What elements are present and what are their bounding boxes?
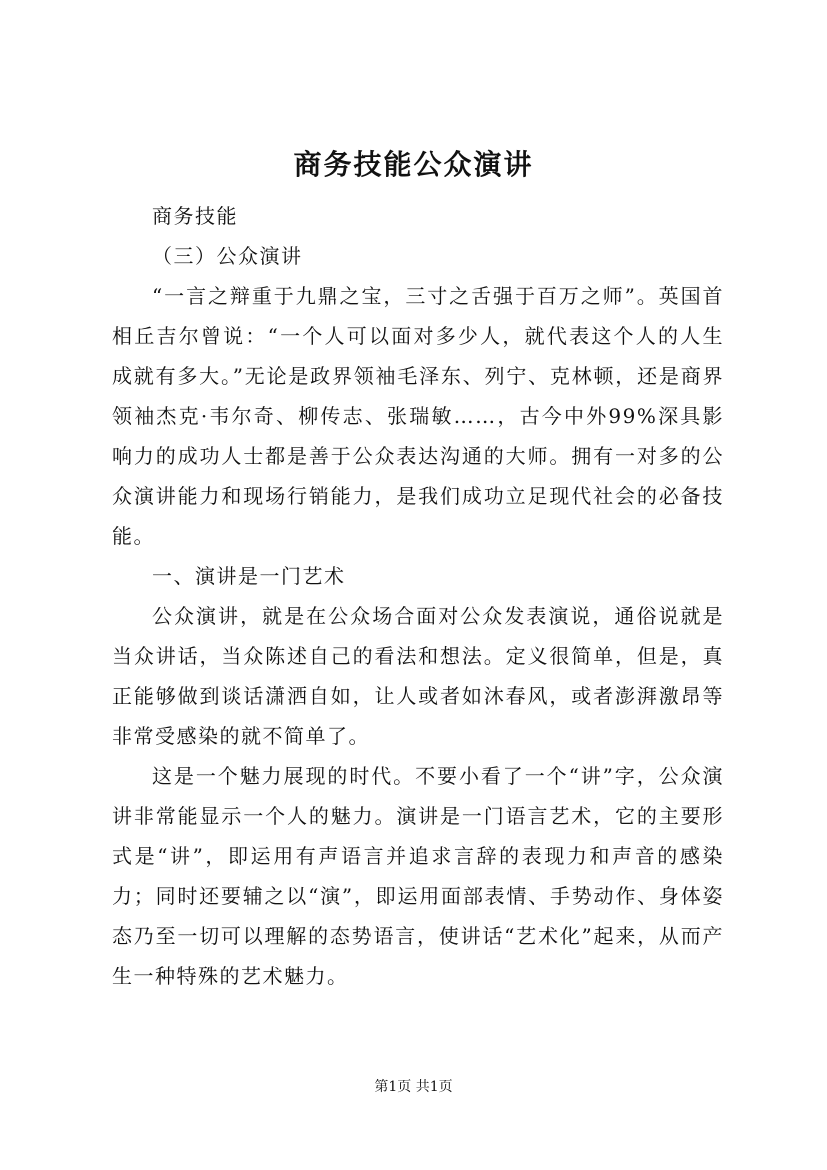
paragraph-subsection-heading: （三）公众演讲 bbox=[152, 244, 303, 268]
paragraph-heading-art: 一、演讲是一门艺术 bbox=[152, 564, 346, 588]
paragraph-intro: “一言之辩重于九鼎之宝，三寸之舌强于百万之师”。英国首相丘吉尔曾说：“一个人可以面对多少人，就代表这个人的人生成就有多大。”无论是政界领袖毛泽东、列宁、克林顿，还是商界领袖杰克·韦尔奇、柳传志、张瑞敏……，古今中外99%深具影响力的成功人士都是善于公众表达沟通的大师。拥有一对多的公众演讲能力和现场行销能力，是我们成功立足现代社会的必备技能。 bbox=[112, 284, 724, 548]
paragraph-definition: 公众演讲，就是在公众场合面对公众发表演说，通俗说就是当众讲话，当众陈述自己的看法和想法。定义很简单，但是，真正能够做到谈话潇洒自如，让人或者如沐春风，或者澎湃激昂等非常受感染的就不简单了。 bbox=[112, 604, 724, 748]
paragraph-section-heading: 商务技能 bbox=[152, 204, 238, 228]
document-title: 商务技能公众演讲 bbox=[293, 148, 534, 181]
paragraph-charm: 这是一个魅力展现的时代。不要小看了一个“讲”字，公众演讲非常能显示一个人的魅力。演讲是一门语言艺术，它的主要形式是“讲”，即运用有声语言并追求言辞的表现力和声音的感染力；同时还要辅之以“演”，即运用面部表情、手势动作、身体姿态乃至一切可以理解的态势语言，使讲话“艺术化”起来，从而产生一种特殊的艺术魅力。 bbox=[112, 764, 724, 988]
page-footer: 第1页 共1页 bbox=[374, 1079, 453, 1095]
document-body bbox=[112, 196, 724, 996]
